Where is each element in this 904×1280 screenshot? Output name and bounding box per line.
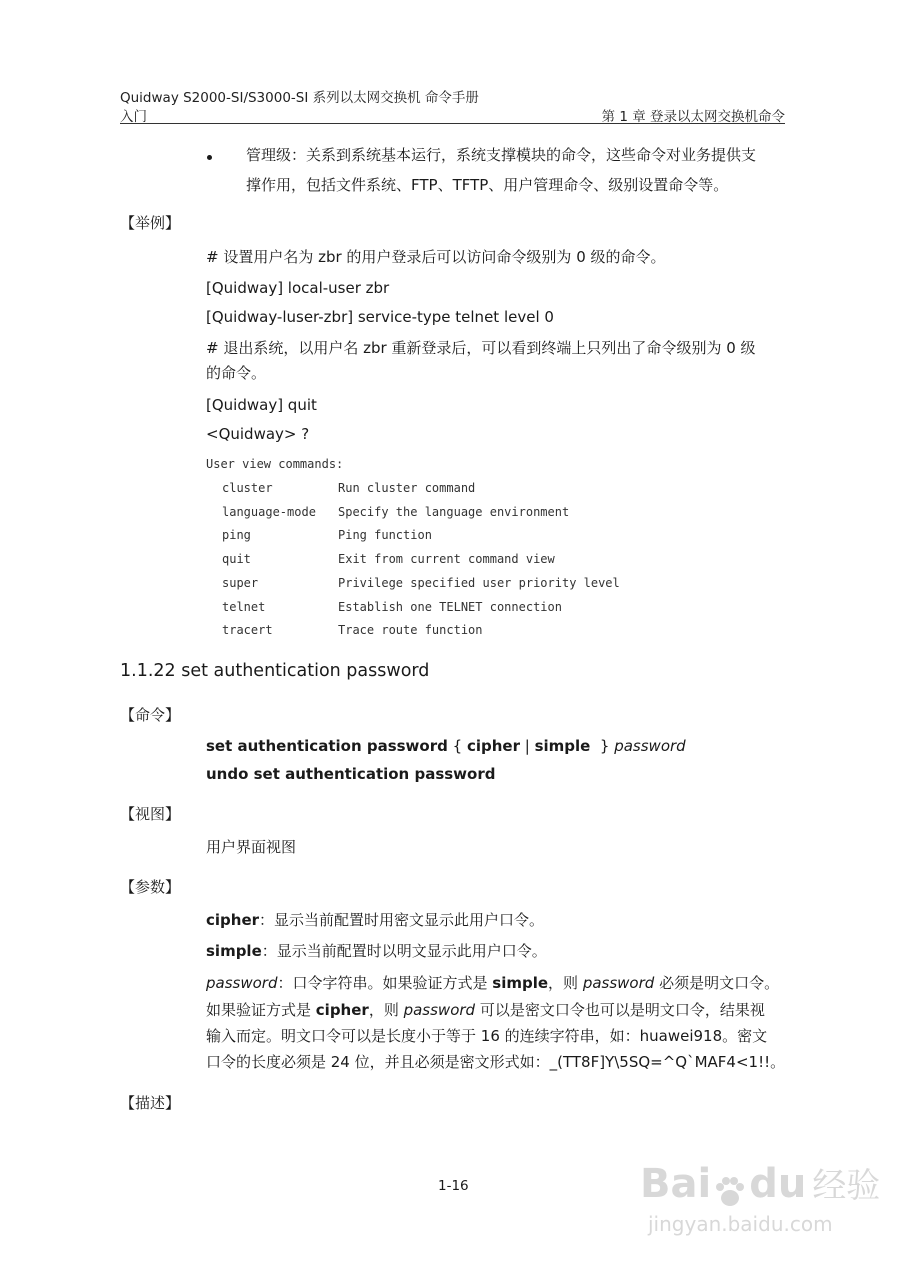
bullet-dot (207, 155, 212, 160)
param-password-line-2 (206, 1000, 765, 1020)
command-tag: 【命令】 (120, 706, 181, 724)
watermark-brand-a: Bai (640, 1161, 712, 1207)
keyword-simple: simple (534, 737, 591, 755)
pipe: | (519, 737, 535, 755)
code-cmd: ping (222, 528, 251, 542)
param-password-line-1 (206, 973, 779, 993)
text: 如果验证方式是 (206, 1001, 316, 1019)
code-title: User view commands: (206, 457, 344, 471)
watermark-brand-b: du (749, 1161, 807, 1207)
code-desc: Specify the language environment (338, 505, 570, 519)
header-title: Quidway S2000-SI/S3000-SI 系列以太网交换机 命令手册 (120, 90, 479, 106)
term: cipher (315, 1001, 369, 1019)
paw-icon (713, 1176, 747, 1210)
text: ：口令字符串。如果验证方式是 (277, 974, 493, 992)
param-password-line-3: 输入而定。明文口令可以是长度小于等于 16 的连续字符串，如：huawei918。密文 (206, 1027, 768, 1045)
code-desc: Exit from current command view (338, 552, 555, 566)
text: 可以是密文口令也可以是明文口令，结果视 (475, 1001, 765, 1019)
code-cmd: quit (222, 552, 251, 566)
brace-open: { (447, 737, 467, 755)
example-tag: 【举例】 (120, 214, 181, 232)
term: simple (492, 974, 549, 992)
param-simple (206, 941, 547, 961)
term: password (403, 1001, 476, 1019)
term: password (206, 974, 278, 992)
code-cmd: language-mode (222, 505, 316, 519)
term: password (582, 974, 655, 992)
text: 必须是明文口令。 (654, 974, 780, 992)
param-password-line-4: 口令的长度必须是 24 位，并且必须是密文形式如：_(TT8F]Y\5SQ=^Q`MAF4<1!!。 (206, 1053, 786, 1071)
params-tag: 【参数】 (120, 878, 181, 896)
text: ，则 (548, 974, 583, 992)
desc-tag: 【描述】 (120, 1094, 181, 1112)
header-section: 入门 (120, 109, 147, 125)
page-number: 1-16 (438, 1178, 469, 1194)
example-line: 的命令。 (206, 364, 267, 382)
term: simple (206, 942, 262, 960)
param-cipher (206, 910, 544, 930)
text: ，则 (368, 1001, 404, 1019)
code-cmd: cluster (222, 481, 273, 495)
code-desc: Ping function (338, 528, 432, 542)
watermark-brand-c: 经验 (812, 1166, 881, 1206)
code-desc: Establish one TELNET connection (338, 600, 562, 614)
desc: ：显示当前配置时以明文显示此用户口令。 (261, 942, 547, 960)
header-chapter: 第 1 章 登录以太网交换机命令 (601, 109, 785, 125)
example-line: # 设置用户名为 zbr 的用户登录后可以访问命令级别为 0 级的命令。 (206, 248, 666, 266)
example-line: [Quidway] local-user zbr (206, 279, 390, 297)
desc: ：显示当前配置时用密文显示此用户口令。 (259, 911, 545, 929)
watermark-url: jingyan.baidu.com (648, 1212, 833, 1236)
view-text: 用户界面视图 (206, 838, 297, 856)
example-line: <Quidway> ? (206, 425, 310, 443)
code-desc: Privilege specified user priority level (338, 576, 620, 590)
code-cmd: tracert (222, 623, 273, 637)
example-line: [Quidway] quit (206, 396, 317, 414)
term: cipher (206, 911, 260, 929)
command-syntax (206, 736, 686, 756)
example-line: [Quidway-luser-zbr] service-type telnet level 0 (206, 308, 554, 326)
param-password: password (614, 737, 686, 755)
code-cmd: super (222, 576, 259, 590)
command-name: set authentication password (206, 737, 448, 755)
brace-close: } (590, 737, 615, 755)
bullet-line-2: 撑作用，包括文件系统、FTP、TFTP、用户管理命令、级别设置命令等。 (246, 176, 729, 194)
keyword-cipher: cipher (466, 737, 520, 755)
watermark-logo (640, 1158, 880, 1210)
code-desc: Trace route function (338, 623, 483, 637)
undo-command: undo set authentication password (206, 765, 496, 783)
view-tag: 【视图】 (120, 805, 181, 823)
header-rule (120, 123, 785, 124)
bullet-line-1: 管理级：关系到系统基本运行，系统支撑模块的命令，这些命令对业务提供支 (246, 146, 757, 164)
example-line: # 退出系统，以用户名 zbr 重新登录后，可以看到终端上只列出了命令级别为 0 级 (206, 339, 756, 357)
command-undo (206, 764, 495, 784)
code-desc: Run cluster command (338, 481, 476, 495)
section-heading: 1.1.22 set authentication password (120, 661, 430, 681)
code-cmd: telnet (222, 600, 266, 614)
